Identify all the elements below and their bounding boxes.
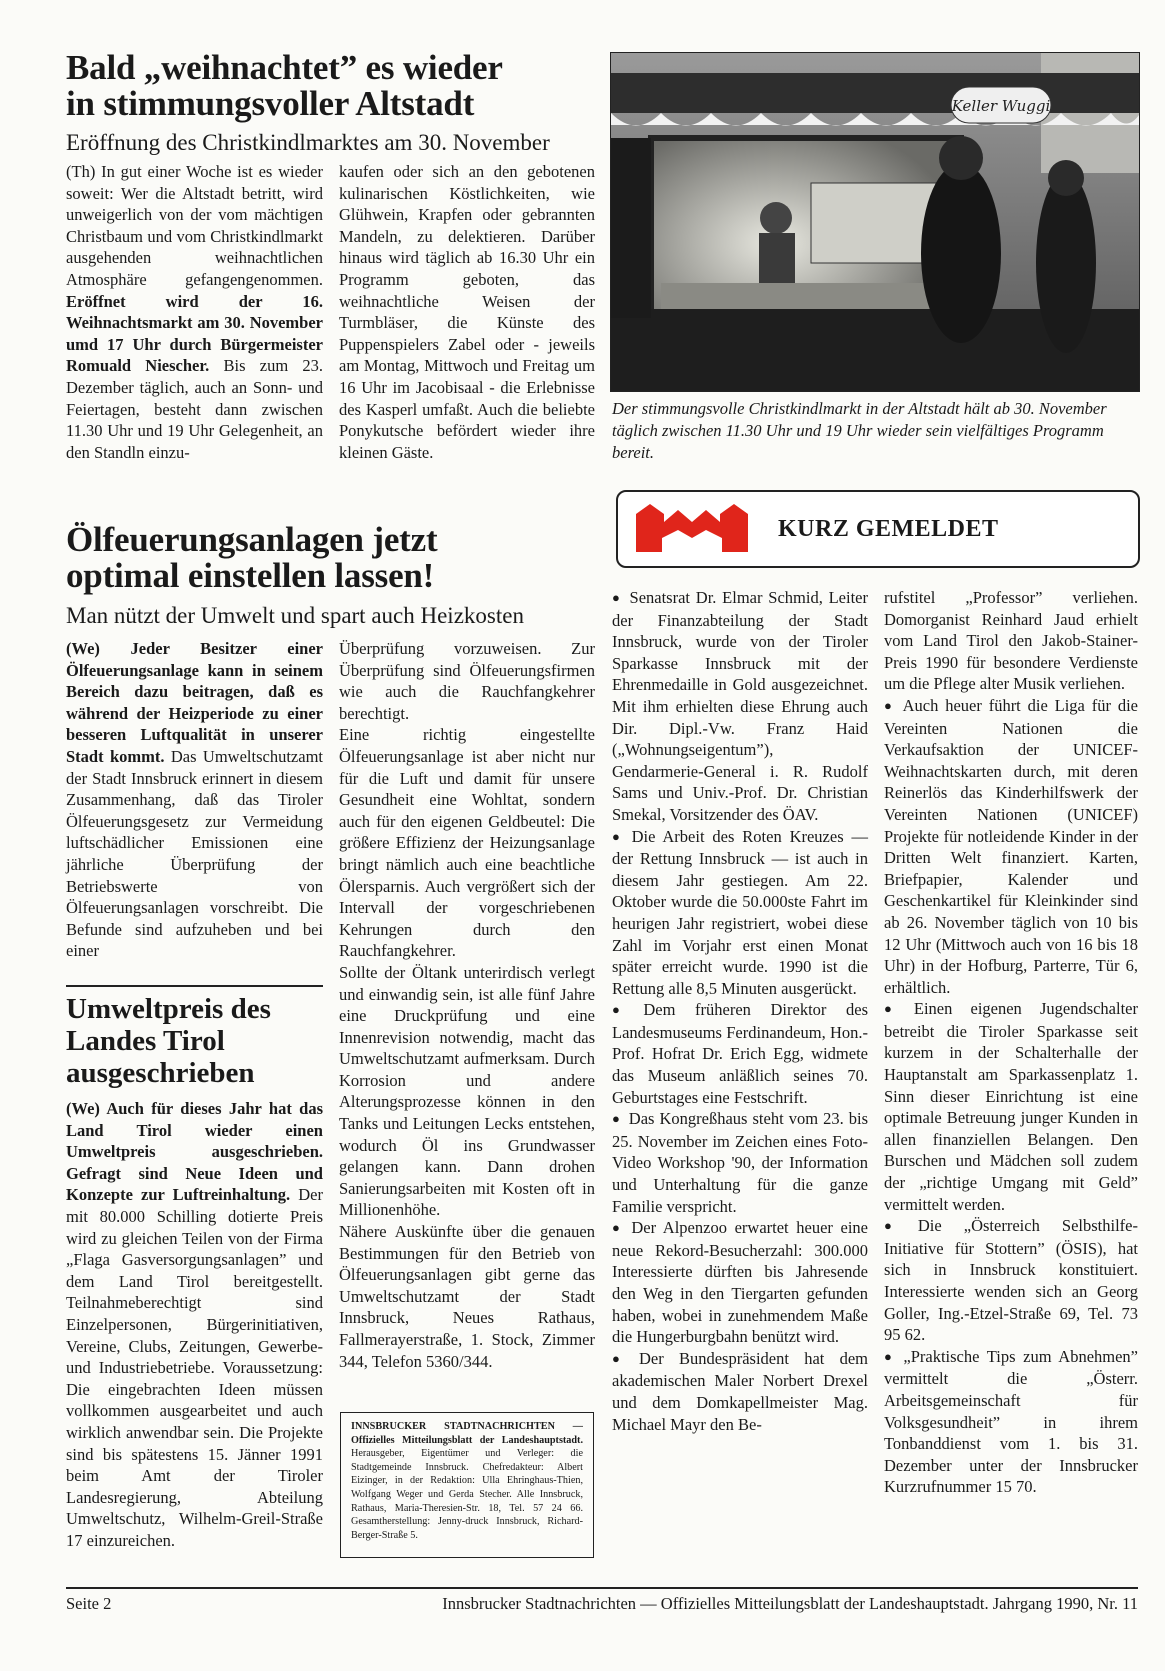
kurz-item-1: ● Senatsrat Dr. Elmar Schmid, Leiter der Finanzabteilung der Stadt Innsbruck, wurde von der Tiroler Sparkasse Innsbruck mit der Ehrenmedaille in Gold ausgezeichnet. Mit ihm erhielten diese Ehrung auch Dir. Dipl.-Vw. Franz Haid („Wohnungseigentum”), Gendarmerie-General i. R. Rudolf Sams und Univ.-Prof. Dr. Christian Smekal, Vorsitzender des ÖAV.: [612, 587, 868, 826]
article2-col1-rest: Das Umweltschutzamt der Stadt Innsbruck erinnert in diesem Zusammenhang, daß das Tiroler Ölfeuerungsgesetz zur Vermeidung luftschädlicher Emissionen eine jährliche Überprüfung der Betriebswerte von Ölfeuerungsanlagen vorschreibt. Die Befunde sind aufzuheben und bei einer: [66, 746, 323, 961]
article2-col2-p3: Sollte der Öltank unterirdisch verlegt und einwandig sein, ist alle fünf Jahre eine Druckprüfung und eine Innenrevision notwendig, macht das Umweltschutzamt aufmerksam. Durch Korrosion und andere Alterungsprozesse können in den Tanks und Leitungen Lecks entstehen, wodurch Öl ins Grundwasser gelangen kann. Dann drohen Sanierungsarbeiten mit Kosten oft in Millionenhöhe.: [339, 962, 595, 1220]
kurz-item-2: ● Die Arbeit des Roten Kreuzes — der Rettung Innsbruck — ist auch in diesem Jahr gestiegen. Am 22. Oktober wurde die 50.000ste Fahrt im heurigen Jahr registriert, wobei diese Zahl im Vorjahr erst einen Monat später erreicht wurde. 1990 ist die Rettung alle 8,5 Minuten ausgerückt.: [612, 826, 868, 1000]
article3-rest: Der mit 80.000 Schilling dotierte Preis wird zu gleichen Teilen von der Firma „Flaga Gasversorgungsanlagen” und dem Land Tirol bereitgestellt. Teilnahmeberechtigt sind Einzelpersonen, Bürgerinitiativen, Vereine, Clubs, Zeitungen, Gewerbe- und Industriebetriebe. Voraussetzung: Die eingebrachten Ideen müssen vollkommen ausgearbeitet und auch wirklich anwendbar sein. Die Projekte sind bis spätestens 15. Jänner 1991 beim Amt der Tiroler Landesregierung, Abteilung Umweltschutz, Wilhelm-Greil-Straße 17 einzureichen.: [66, 1185, 323, 1550]
article2-title-line2: optimal einstellen lassen!: [66, 556, 435, 595]
article1-column1: [66, 161, 323, 463]
article1-col1-a: (Th) In gut einer Woche ist es wieder soweit: Wer die Altstadt betritt, wird unweigerlich von der vom mächtigen Christbaum und vom Christkindlmarkt ausgehenden weihnachtlichen Atmosphäre gefangengenommen.: [66, 162, 323, 289]
stall-sign-text: Keller Wuggi: [951, 97, 1051, 115]
kurz-gemeldet-header: [616, 490, 1140, 568]
kurz-item-6: ● Der Bundespräsident hat dem akademischen Maler Norbert Drexel und dem Domkapellmeister Mag. Michael Mayr den Be-: [612, 1348, 868, 1435]
article2-column1: [66, 638, 323, 962]
article2-column2: [339, 638, 595, 1372]
christkindlmarkt-photo: [610, 52, 1140, 392]
article1-col1-c: Bis zum 23. Dezember täglich, auch an Sonn- und Feiertagen, besteht dann zwischen 11.30 Uhr und 19 Uhr Gelegenheit, an den Standln einzu-: [66, 356, 323, 462]
article3-lead: (We) Auch für dieses Jahr hat das Land Tirol wieder einen Umweltpreis ausgeschrieben. Gefragt sind Neue Ideen und Konzepte zur Luftreinhaltung.: [66, 1099, 323, 1205]
article2-title-line1: Ölfeuerungsanlagen jetzt: [66, 520, 438, 559]
article2-col2-p2: Eine richtig eingestellte Ölfeuerungsanlage ist aber nicht nur für die Luft und damit für unsere Gesundheit eine Wohltat, sondern auch für den eigenen Geldbeutel: Die größere Effizienz der Heizungsanlage bringt nämlich auch eine beachtliche Ölersparnis. Auch vergrößert sich der Intervall der vorgeschriebenen Kehrungen durch den Rauchfangkehrer.: [339, 725, 595, 961]
kurz-item-7: ● Auch heuer führt die Liga für die Vereinten Nationen die Verkaufsaktion der UNICEF-Weihnachtskarten durch, mit deren Reinerlös das Kinderhilfswerk der Vereinten Nationen (UNICEF) Projekte für notleidende Kinder in der Dritten Welt finanziert. Karten, Briefpapier, Kalender und Geschenkartikel für Kleinkinder sind ab 26. November täglich von 10 bis 12 Uhr (Mittwoch auch von 16 bis 18 Uhr) in der Hofburg, Parterre, Tür 6, erhältlich.: [884, 695, 1138, 998]
kurz-item-6-continued: rufstitel „Professor” verliehen. Domorganist Reinhard Jaud erhielt vom Land Tirol den Jakob-Stainer-Preis 1990 für besondere Verdienste um die Pflege alter Musik verliehen.: [884, 588, 1138, 694]
article2-lead: (We) Jeder Besitzer einer Ölfeuerungsanlage kann in seinem Bereich dazu beitragen, daß es während der Heizperiode zu einer besseren Luftqualität in unserer Stadt kommt.: [66, 639, 323, 766]
kurz-column2: [884, 587, 1138, 1498]
kurz-item-9: ● Die „Österreich Selbsthilfe-Initiative für Stottern” (ÖSIS), hat sich in Innsbruck konstituiert. Interessierte wenden sich an Georg Goller, Ing.-Etzel-Straße 69, Tel. 73 95 62.: [884, 1215, 1138, 1346]
article1-headline: [66, 50, 606, 122]
page-number: Seite 2: [66, 1594, 112, 1613]
impressum-box: [340, 1412, 594, 1558]
kurz-item-5: ● Der Alpenzoo erwartet heuer eine neue Rekord-Besucherzahl: 300.000 Interessierte dürften bis Jahresende den Weg in den Tiergarten gefunden haben, wobei in zunehmendem Maße die Hungerburgbahn benützt wird.: [612, 1217, 868, 1348]
kurz-item-10: ● „Praktische Tips zum Abnehmen” vermittelt die „Österr. Arbeitsgemeinschaft für Volksgesundheit” in ihrem Tonbanddienst vom 1. bis 31. Dezember unter der Innsbrucker Kurzrufnummer 15 70.: [884, 1346, 1138, 1498]
kurz-item-8: ● Einen eigenen Jugendschalter betreibt die Tiroler Sparkasse seit kurzem in der Schalterhalle der Hauptanstalt am Sparkassenplatz 1. Sinn dieser Einrichtung ist eine optimale Betreuung junger Kunden in allen finanziellen Belangen. Den Burschen und Mädchen soll zudem der „richtige Umgang mit Geld” vermittelt werden.: [884, 998, 1138, 1215]
kurz-item-4: ● Das Kongreßhaus steht vom 23. bis 25. November im Zeichen eines Foto-Video Workshop '90, der Information und Unterhaltung für die ganze Familie verspricht.: [612, 1108, 868, 1217]
article3-title-line2: Landes Tirol: [66, 1025, 225, 1057]
article1-title-line1: Bald „weihnachtet” es wieder: [66, 48, 503, 87]
article1-subtitle: Eröffnung des Christkindlmarktes am 30. November: [66, 130, 550, 155]
city-logo-icon: [632, 500, 752, 556]
article1-col2-text: kaufen oder sich an den gebotenen kulinarischen Köstlichkeiten, wie Glühwein, Krapfen oder gebrannten Mandeln, zu delektieren. Darüber hinaus wird täglich ab 16.30 Uhr ein Programm geboten, das weihnachtliche Weisen der Turmbläser, die Künste des Puppenspielers Zabel oder - jeweils am Montag, Mittwoch und Freitag um 16 Uhr im Jacobisaal - die Erlebnisse des Kasperl umfaßt. Auch die beliebte Ponykutsche befördert wieder ihre kleinen Gäste.: [339, 162, 595, 462]
kurz-item-3: ● Dem früheren Direktor des Landesmuseums Ferdinandeum, Hon.-Prof. Hofrat Dr. Erich Egg, widmete das Museum anläßlich seines 70. Geburtstages eine Festschrift.: [612, 999, 868, 1108]
photo-caption: Der stimmungsvolle Christkindlmarkt in der Altstadt hält ab 30. November täglich zwischen 11.30 Uhr und 19 Uhr wieder sein vielfältiges Programm bereit.: [612, 399, 1107, 462]
article1-column2: [339, 161, 595, 463]
article1-title-line2: in stimmungsvoller Altstadt: [66, 84, 475, 123]
impressum-text: Herausgeber, Eigentümer und Verleger: die Stadtgemeinde Innsbruck. Chefredakteur: Albert Eizinger, in der Redaktion: Ulla Ehringhaus-Thien, Wolfgang Weger und Gerda Stecher. Alle Innsbruck, Rathaus, Maria-Theresien-Str. 18, Tel. 57 24 66. Gesamtherstellung: Jenny-druck Innsbruck, Richard-Berger-Straße 5.: [351, 1448, 583, 1541]
article2-subtitle: Man nützt der Umwelt und spart auch Heizkosten: [66, 603, 524, 628]
impressum-title: INNSBRUCKER STADTNACHRICHTEN — Offizielles Mitteilungsblatt der Landeshauptstadt.: [351, 1421, 583, 1446]
footer-text: Innsbrucker Stadtnachrichten — Offizielles Mitteilungsblatt der Landeshauptstadt. Jahrgang 1990, Nr. 11: [442, 1594, 1138, 1613]
article2-headline: [66, 522, 606, 594]
kurz-gemeldet-title: KURZ GEMELDET: [778, 516, 999, 542]
article2-col2-p1: Überprüfung vorzuweisen. Zur Überprüfung sind Ölfeuerungsfirmen wie auch die Rauchfangkehrer berechtigt.: [339, 639, 595, 723]
kurz-column1: [612, 587, 868, 1435]
article3-title-line3: ausgeschrieben: [66, 1057, 255, 1089]
article3-headline: [66, 993, 323, 1089]
article3-title-line1: Umweltpreis des: [66, 993, 271, 1025]
footer-rule: [66, 1587, 1138, 1589]
article1-col1-bold: Eröffnet wird der 16. Weihnachtsmarkt am 30. November umd 17 Uhr durch Bürgermeister Romuald Niescher.: [66, 291, 323, 376]
article3-body: [66, 1098, 323, 1551]
article2-col2-p4: Nähere Auskünfte über die genauen Bestimmungen für den Betrieb von Ölfeuerungsanlagen gibt gerne das Umweltschutzamt der Stadt Innsbruck, Neues Rathaus, Fallmerayerstraße, 1. Stock, Zimmer 344, Telefon 5360/344.: [339, 1222, 595, 1371]
article3-top-rule: [66, 985, 323, 987]
market-stall-illustration: [611, 53, 1139, 391]
